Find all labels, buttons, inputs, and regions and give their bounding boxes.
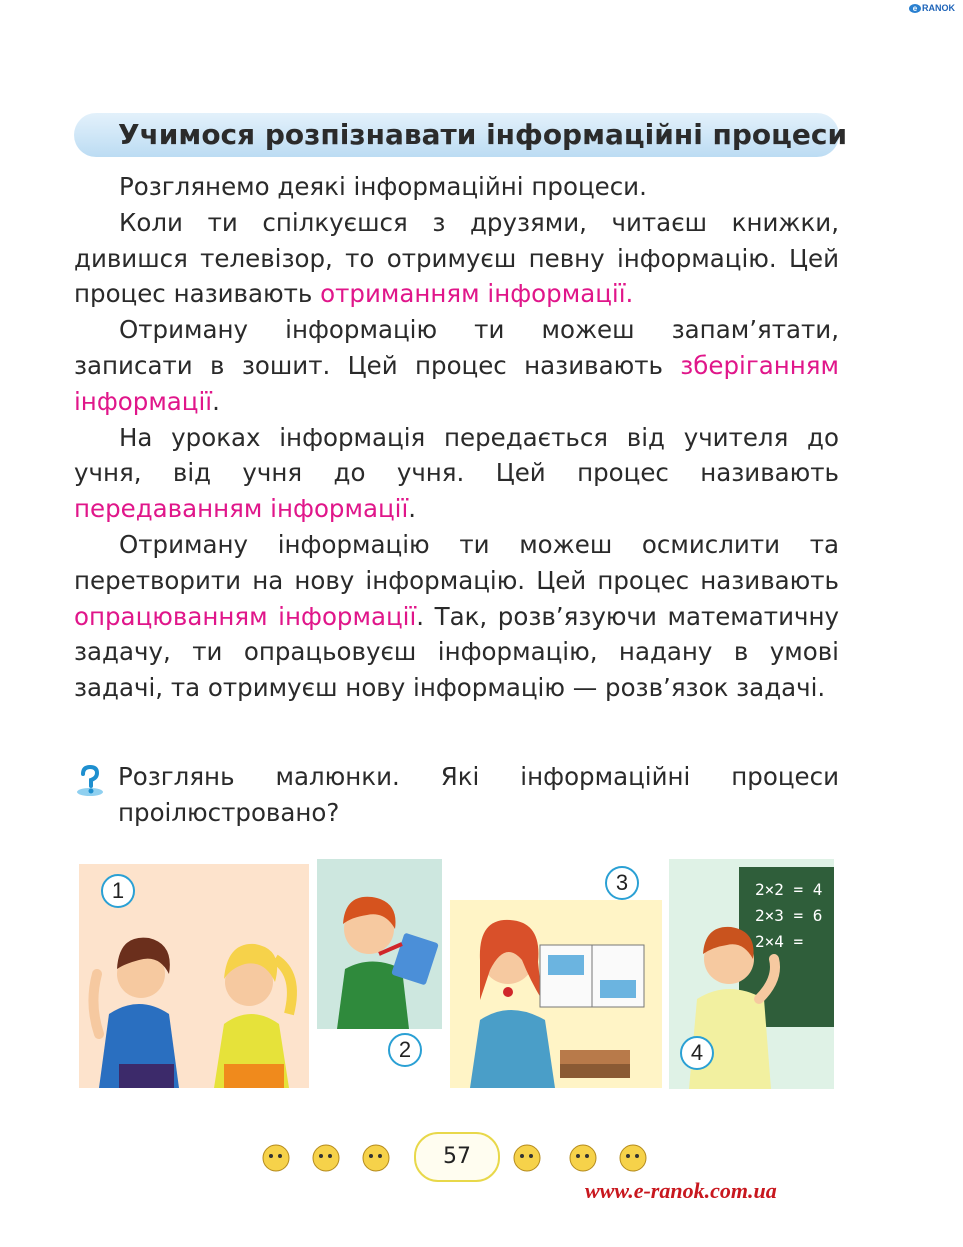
footer-smiley-icons-left [258, 1136, 408, 1176]
paragraph-4: На уроках інформація передається від учителя до учня, від учня до учня. Цей процес називають передаванням інформації. [74, 422, 839, 524]
panel-number-2: 2 [388, 1033, 422, 1067]
term-transmitting: передаванням інформації [74, 494, 409, 524]
footer-url: www.e-ranok.com.ua [585, 1178, 777, 1203]
body-text [74, 169, 839, 706]
blackboard-writing: 2×2 = 4 2×3 = 6 2×4 = [755, 880, 823, 951]
footer-smiley-icons-right [505, 1136, 655, 1176]
publisher-logo: e RANOK [909, 3, 955, 13]
paragraph-2: Коли ти спілкуєшся з друзями, читаєш книжки, дивишся телевізор, то отримуєш певну інформацію. Цей процес називають отриманням інформації. [74, 207, 839, 309]
panel-number-4: 4 [680, 1036, 714, 1070]
illustration-2-writing [317, 859, 442, 1029]
illustration-1-talking [79, 864, 309, 1088]
paragraph-1: Розглянемо деякі інформаційні процеси. [119, 172, 647, 201]
section-heading: Учимося розпізнавати інформаційні процеси [118, 118, 848, 151]
page-number: 57 [414, 1132, 500, 1182]
term-processing: опрацюванням інформації [74, 601, 417, 631]
panel-number-3: 3 [605, 866, 639, 900]
paragraph-3: Отриману інформацію ти можеш запам’ятати, записати в зошит. Цей процес називають зберіганням інформації. [74, 315, 839, 416]
illustration-3-teacher [450, 900, 662, 1088]
question-text: Розглянь малюнки. Які інформаційні процеси проілюстровано? [118, 762, 839, 827]
question-icon [73, 764, 107, 798]
term-receiving: отриманням інформації. [320, 279, 634, 309]
term-storing: зберіганням інформації [74, 350, 839, 416]
paragraph-5: Отриману інформацію ти можеш осмислити та перетворити на нову інформацію. Цей процес називають опрацюванням інформації. Так, розв’язуючи математичну задачу, ти опрацьовуєш інформацію, надану в умові задачі, та отримуєш нову інформацію — розв’язок задачі. [74, 529, 839, 703]
panel-number-1: 1 [101, 874, 135, 908]
